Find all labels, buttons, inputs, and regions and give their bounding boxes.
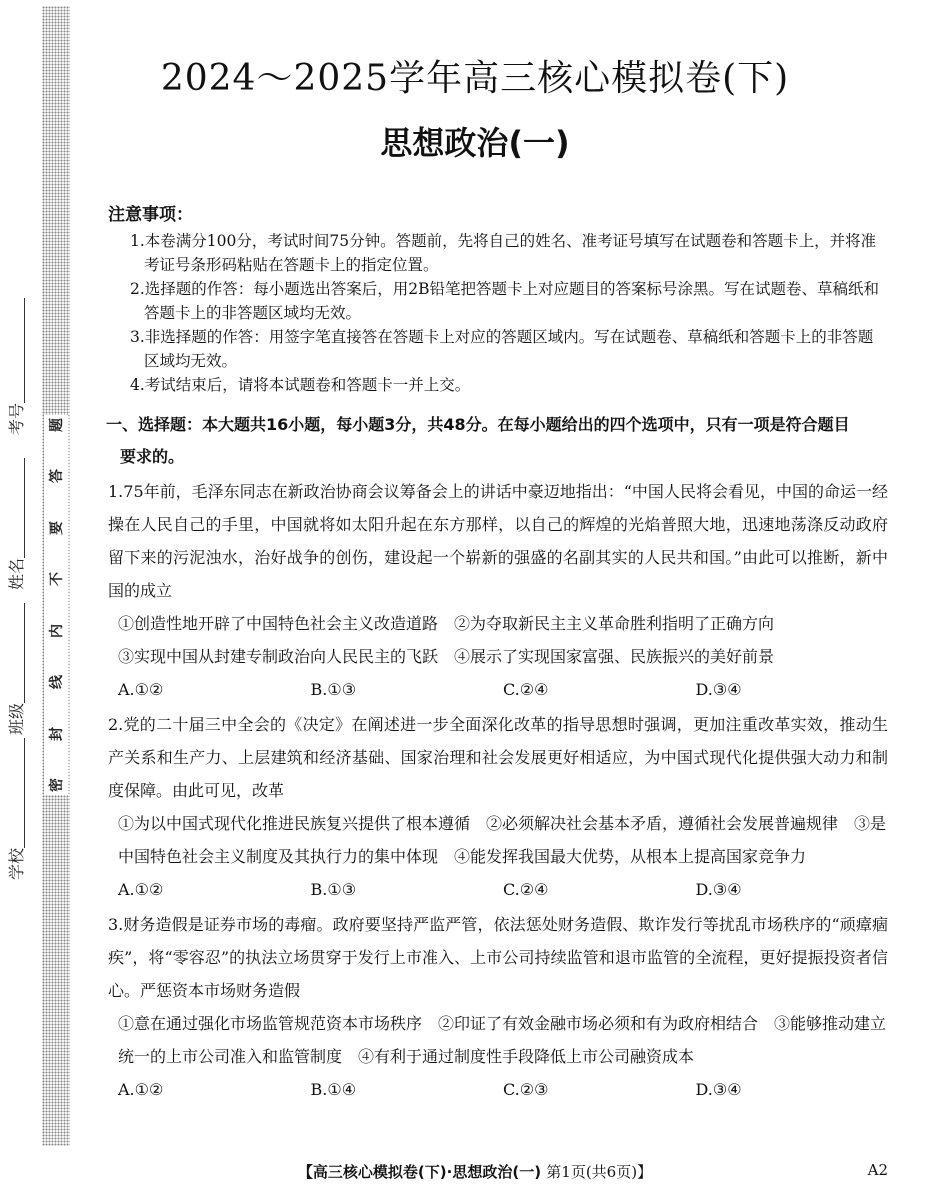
page-footer: [0, 1161, 950, 1182]
name-field: [4, 458, 27, 590]
seal-char: 封: [49, 726, 65, 741]
class-line[interactable]: [10, 603, 25, 703]
exam-number-field: [4, 298, 27, 435]
seal-char: 要: [49, 520, 65, 535]
name-label: 姓名: [7, 557, 26, 590]
page-number: 第1页(共6页)】: [546, 1163, 653, 1181]
seal-char: 密: [49, 777, 65, 792]
notice-item: 3.非选择题的作答：用签字笔直接答在答题卡上对应的答题区域内。写在试题卷、草稿纸和答题卡上的非答题区域均无效。: [130, 328, 874, 370]
seal-char: 内: [49, 623, 65, 638]
seal-char: 题: [49, 418, 65, 432]
seal-char: 不: [49, 572, 65, 587]
notice-item: 2.选择题的作答：每小题选出答案后，用2B铅笔把答题卡上对应题目的答案标号涂黑。写在试题卷、草稿纸和答题卡上的非答题区域均无效。: [130, 280, 880, 322]
name-line[interactable]: [10, 458, 25, 558]
exam-number-label: 考号: [7, 402, 26, 435]
exam-content: [108, 200, 888, 1106]
choice-d[interactable]: D.③④: [695, 680, 742, 699]
footer-label: 【高三核心模拟卷(下)·思想政治(一): [297, 1163, 542, 1181]
page-subtitle: 思想政治(一): [380, 124, 570, 162]
question-stem: 2.党的二十届三中全会的《决定》在阐述进一步全面深化改革的指导思想时强调，更加注重改革实效，推动生产关系和生产力、上层建筑和经济基础、国家治理和社会发展更好相适应，为中国式现代化提供强大动力和制度保障。由此可见，改革: [108, 715, 888, 800]
answer-choices: [108, 1073, 888, 1106]
question-statement: ③实现中国从封建专制政治向人民民主的飞跃 ④展示了实现国家富强、民族振兴的美好前景: [118, 647, 775, 666]
question-stem: 1.75年前，毛泽东同志在新政治协商会议筹备会上的讲话中豪迈地指出：“中国人民将会看见，中国的命运一经操在人民自己的手里，中国就将如太阳升起在东方那样，以自己的辉煌的光焰普照大地，迅速地荡涤反动政府留下来的污泥浊水，治好战争的创伤，建设起一个崭新的强盛的名副其实的人民共和国。”由此可以推断，新中国的成立: [108, 482, 888, 600]
notice-item: 4.考试结束后，请将本试题卷和答题卡一并上交。: [130, 376, 471, 394]
seal-char: 答: [49, 469, 65, 484]
school-field: [4, 738, 27, 880]
class-field: [4, 603, 27, 735]
question-stem: 3.财务造假是证券市场的毒瘤。政府要坚持严监严管，依法惩处财务造假、欺诈发行等扰乱市场秩序的“顽瘴痼疾”，将“零容忍”的执法立场贯穿于发行上市准入、上市公司持续监管和退市监管的全流程，更好提振投资者信心。严惩资本市场财务造假: [108, 915, 888, 1000]
school-line[interactable]: [10, 738, 25, 848]
seal-line-text: [44, 415, 68, 795]
answer-choices: [108, 873, 888, 906]
question-2: [108, 708, 888, 906]
question-statement: ①为以中国式现代化推进民族复兴提供了根本遵循 ②必须解决社会基本矛盾，遵循社会发展普遍规律 ③是中国特色社会主义制度及其执行力的集中体现 ④能发挥我国最大优势，从根本上提高国家竞争力: [118, 814, 887, 866]
paper-code: A2: [867, 1161, 888, 1179]
choice-b[interactable]: B.①④: [310, 1080, 357, 1099]
exam-number-line[interactable]: [10, 298, 25, 403]
choice-d[interactable]: D.③④: [695, 880, 742, 899]
choice-c[interactable]: C.②④: [503, 680, 549, 699]
choice-a[interactable]: A.①②: [118, 680, 164, 699]
school-label: 学校: [7, 847, 26, 880]
class-label: 班级: [7, 702, 26, 735]
choice-d[interactable]: D.③④: [695, 1080, 742, 1099]
choice-a[interactable]: A.①②: [118, 1080, 164, 1099]
section-heading-line: 要求的。: [120, 447, 185, 466]
choice-a[interactable]: A.①②: [118, 880, 164, 899]
choice-b[interactable]: B.①③: [310, 680, 357, 699]
page-title: 2024～2025学年高三核心模拟卷(下): [160, 58, 790, 99]
choice-c[interactable]: C.②③: [503, 1080, 549, 1099]
question-statement: ①意在通过强化市场监管规范资本市场秩序 ②印证了有效金融市场必须和有为政府相结合 ③能够推动建立统一的上市公司准入和监管制度 ④有利于通过制度性手段降低上市公司融资成本: [118, 1014, 887, 1066]
question-3: [108, 908, 888, 1106]
answer-choices: [108, 673, 888, 706]
section-heading: [108, 409, 888, 473]
notice-item: 1.本卷满分100分，考试时间75分钟。答题前，先将自己的姓名、准考证号填写在试题卷和答题卡上，并将准考证号条形码粘贴在答题卡上的指定位置。: [130, 232, 877, 274]
question-statement: ①创造性地开辟了中国特色社会主义改造道路 ②为夺取新民主主义革命胜利指明了正确方向: [118, 614, 775, 633]
section-heading-line: 一、选择题：本大题共16小题，每小题3分，共48分。在每小题给出的四个选项中，只有一项是符合题目: [106, 415, 850, 434]
notice-list: [108, 229, 888, 397]
choice-c[interactable]: C.②④: [503, 880, 549, 899]
seal-char: 线: [49, 675, 65, 690]
question-1: [108, 475, 888, 706]
choice-b[interactable]: B.①③: [310, 880, 357, 899]
notice-heading: 注意事项：: [108, 205, 193, 225]
